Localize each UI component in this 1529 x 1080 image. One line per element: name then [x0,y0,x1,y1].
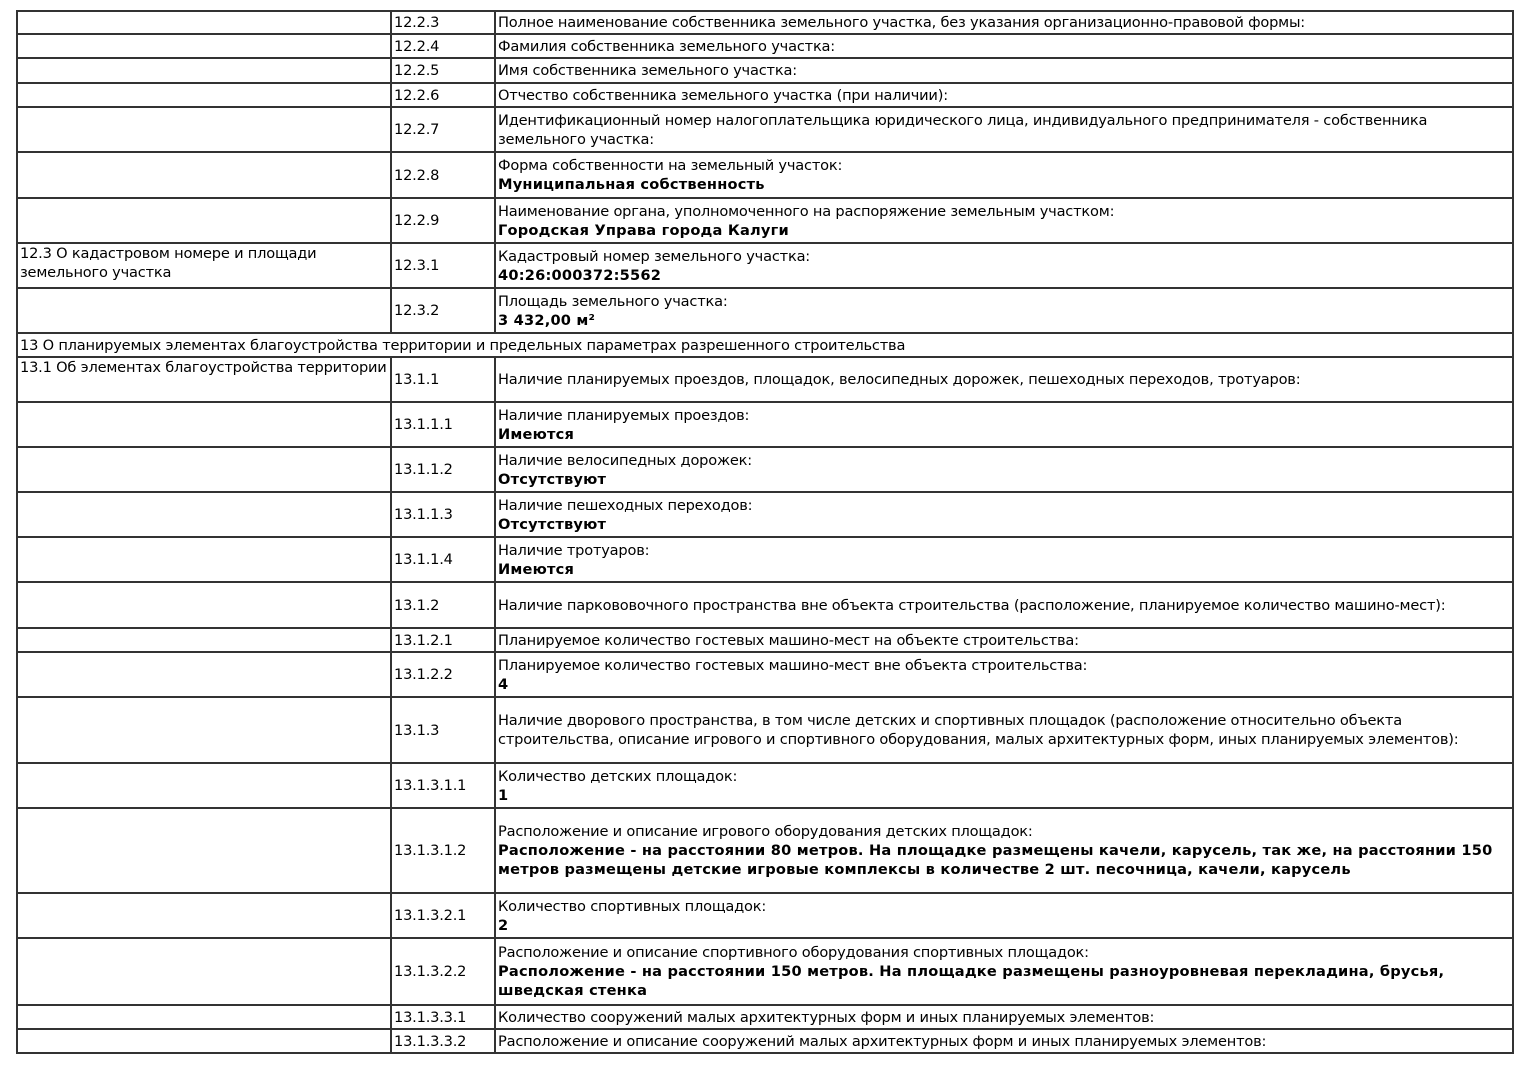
item-label: Идентификационный номер налогоплательщика юридического лица, индивидуального предпринимателя - собственника земельного участка: [498,111,1428,148]
table-row [17,938,1513,1005]
table-row [17,808,1513,893]
item-content [495,107,1513,152]
item-label: Наличие тротуаров: [498,541,650,559]
section-cell [17,83,391,107]
item-code: 12.2.6 [391,83,495,107]
section-cell [17,938,391,1005]
table-row [17,58,1513,83]
table-row [17,652,1513,697]
item-code: 13.1.3.1.1 [391,763,495,808]
section-cell [17,152,391,198]
item-label: Количество спортивных площадок: [498,897,767,915]
table-row [17,628,1513,652]
table-row [17,288,1513,333]
table-row [17,152,1513,198]
item-value: Муниципальная собственность [498,176,765,193]
item-content [495,83,1513,107]
item-code: 13.1.3.3.2 [391,1029,495,1053]
item-label: Наличие паркововочного пространства вне объекта строительства (расположение, планируемое количество машино-мест): [498,596,1446,614]
item-label: Форма собственности на земельный участок: [498,157,843,174]
item-value: 40:26:000372:5562 [498,266,662,284]
item-content [495,893,1513,938]
item-code: 13.1.2.2 [391,652,495,697]
item-value: 2 [498,916,509,934]
section-cell [17,652,391,697]
item-label: Наличие планируемых проездов, площадок, велосипедных дорожек, пешеходных переходов, тротуаров: [498,371,1301,388]
section-cell: 12.3 О кадастровом номере и площади земельного участка [17,243,391,288]
item-content [495,1005,1513,1029]
item-label: Количество сооружений малых архитектурных форм и иных планируемых элементов: [498,1008,1155,1026]
item-value: 1 [498,786,509,804]
table-row [17,893,1513,938]
table-row [17,1005,1513,1029]
item-code: 13.1.3.2.2 [391,938,495,1005]
item-label: Наличие велосипедных дорожек: [498,451,753,469]
item-value: Расположение - на расстоянии 150 метров. На площадке размещены разноуровневая перекладина, брусья, шведская стенка [498,963,1445,999]
item-value: 4 [498,675,509,693]
table-row [17,582,1513,628]
section-cell [17,107,391,152]
item-content [495,243,1513,288]
table-row [17,447,1513,492]
item-content [495,11,1513,34]
item-content [495,628,1513,652]
item-code: 13.1.3.2.1 [391,893,495,938]
section-heading: 13 О планируемых элементах благоустройства территории и предельных параметрах разрешенного строительства [17,333,1513,357]
table-row [17,1029,1513,1053]
item-label: Кадастровый номер земельного участка: [498,247,811,265]
section-cell [17,11,391,34]
table-row [17,537,1513,582]
item-value: Городская Управа города Калуги [498,221,789,239]
table-body [17,11,1513,1053]
section-cell [17,893,391,938]
item-code: 12.2.7 [391,107,495,152]
item-code: 12.2.9 [391,198,495,243]
section-cell [17,628,391,652]
item-code: 13.1.1.4 [391,537,495,582]
item-value: Отсутствуют [498,470,607,488]
item-label: Полное наименование собственника земельного участка, без указания организационно-правовой формы: [498,14,1306,31]
table-row [17,34,1513,58]
item-label: Фамилия собственника земельного участка: [498,37,836,55]
section-cell [17,1005,391,1029]
item-code: 13.1.2 [391,582,495,628]
item-label: Расположение и описание сооружений малых архитектурных форм и иных планируемых элементов: [498,1032,1267,1050]
item-content [495,492,1513,537]
table-row [17,107,1513,152]
table-row [17,357,1513,402]
section-cell [17,288,391,333]
item-code: 13.1.3.3.1 [391,1005,495,1029]
item-content [495,34,1513,58]
item-code: 13.1.3.1.2 [391,808,495,893]
item-code: 13.1.1.2 [391,447,495,492]
item-content [495,288,1513,333]
item-content [495,697,1513,763]
section-cell [17,198,391,243]
item-label: Расположение и описание игрового оборудования детских площадок: [498,823,1033,840]
item-label: Расположение и описание спортивного оборудования спортивных площадок: [498,944,1089,961]
item-code: 13.1.2.1 [391,628,495,652]
item-content [495,537,1513,582]
item-content [495,808,1513,893]
item-content [495,402,1513,447]
item-value: Расположение - на расстоянии 80 метров. На площадке размещены качели, карусель, так же, на расстоянии 150 метров размещены детские игровые комплексы в количестве 2 шт. песочница, качели, карусель [498,842,1493,878]
section-cell [17,763,391,808]
table-row [17,83,1513,107]
item-content [495,763,1513,808]
declaration-table [16,10,1514,1054]
item-label: Наличие планируемых проездов: [498,406,750,424]
table-row [17,492,1513,537]
item-value: 3 432,00 м² [498,311,596,329]
item-label: Наличие пешеходных переходов: [498,496,753,514]
item-label: Площадь земельного участка: [498,292,728,310]
section-cell: 13.1 Об элементах благоустройства территории [17,357,391,402]
item-code: 12.2.4 [391,34,495,58]
item-value: Отсутствуют [498,515,607,533]
section-cell [17,402,391,447]
table-row [17,243,1513,288]
section-cell [17,1029,391,1053]
section-cell [17,808,391,893]
table-row [17,402,1513,447]
item-label: Наличие дворового пространства, в том числе детских и спортивных площадок (расположение относительно объекта строительства, описание игрового и спортивного оборудования, малых архитектурных форм, иных планируемых элементов): [498,712,1459,748]
table-row [17,697,1513,763]
item-label: Количество детских площадок: [498,767,738,785]
item-content [495,938,1513,1005]
item-code: 12.2.5 [391,58,495,83]
item-content [495,447,1513,492]
item-label: Планируемое количество гостевых машино-мест вне объекта строительства: [498,656,1088,674]
item-content [495,152,1513,198]
item-code: 12.2.8 [391,152,495,198]
table-row [17,198,1513,243]
table-row [17,11,1513,34]
item-code: 13.1.1.1 [391,402,495,447]
item-label: Наименование органа, уполномоченного на распоряжение земельным участком: [498,202,1115,220]
section-cell [17,34,391,58]
section-heading-row [17,333,1513,357]
item-code: 13.1.1 [391,357,495,402]
item-label: Имя собственника земельного участка: [498,62,797,79]
table-row [17,763,1513,808]
section-cell [17,697,391,763]
item-content [495,58,1513,83]
section-cell [17,537,391,582]
item-content [495,357,1513,402]
section-cell [17,582,391,628]
section-cell [17,447,391,492]
item-label: Отчество собственника земельного участка (при наличии): [498,86,948,104]
item-label: Планируемое количество гостевых машино-мест на объекте строительства: [498,631,1079,649]
item-code: 12.2.3 [391,11,495,34]
item-value: Имеются [498,425,575,443]
item-code: 13.1.1.3 [391,492,495,537]
item-content [495,652,1513,697]
item-value: Имеются [498,560,575,578]
item-content [495,198,1513,243]
item-content [495,1029,1513,1053]
section-cell [17,58,391,83]
item-content [495,582,1513,628]
item-code: 13.1.3 [391,697,495,763]
section-cell [17,492,391,537]
item-code: 12.3.2 [391,288,495,333]
item-code: 12.3.1 [391,243,495,288]
